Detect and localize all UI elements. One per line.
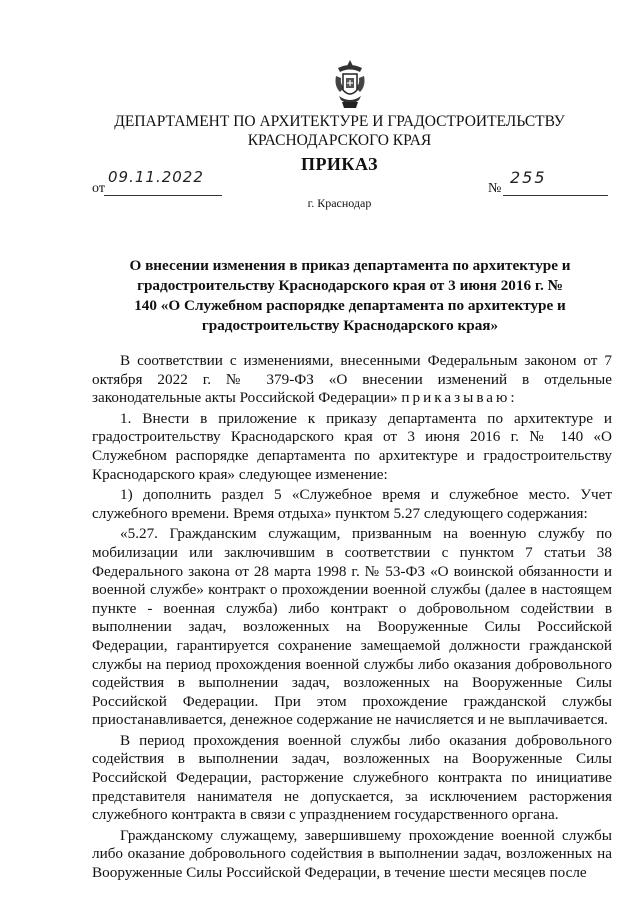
paragraph-preamble: [92, 352, 612, 408]
preamble-text: В соответствии с изменениями, внесенными Федеральным законом от 7 октября 2022 г. № 379-ФЗ «О внесении изменений в отдельные законодательные акты Российской Федерации»: [92, 352, 612, 407]
department-name-line-1: ДЕПАРТАМЕНТ ПО АРХИТЕКТУРЕ И ГРАДОСТРОИТЕЛЬСТВУ: [114, 113, 565, 130]
handwritten-number: 255: [510, 168, 547, 187]
handwritten-date: 09.11.2022: [108, 168, 204, 186]
city-label: г. Краснодар: [307, 196, 372, 210]
order-word: приказываю:: [401, 389, 518, 407]
department-name-line-2: КРАСНОДАРСКОГО КРАЯ: [247, 132, 432, 149]
document-body: [92, 352, 612, 885]
date-label: от: [92, 181, 105, 196]
document-subject: О внесении изменения в приказ департамента по архитектуре и градостроительству Краснодарского края от 3 июня 2016 г. № 140 «О Служебном распорядке департамента по архитектуре и градостроительству Краснодарского края»: [129, 257, 571, 334]
paragraph-military-period: В период прохождения военной службы либо оказания добровольного содействия в выполнении задач, возложенных на Вооруженные Силы Российской Федерации, расторжение служебного контракта по инициативе представителя нанимателя не допускается, за исключением расторжения служебного контракта в связи с упразднением государственного органа.: [92, 731, 612, 824]
paragraph-item-1: 1. Внести в приложение к приказу департамента по архитектуре и градостроительству Краснодарского края от 3 июня 2016 г. № 140 «О Служебном распорядке департамента по архитектуре и градостроительству Краснодарского края» следующее изменение:: [92, 409, 612, 483]
document-title: ПРИКАЗ: [300, 154, 379, 174]
coat-of-arms-emblem: [330, 58, 370, 110]
number-label: №: [488, 181, 502, 196]
paragraph-after-service: Гражданскому служащему, завершившему прохождение военной службы либо оказание добровольного содействия в выполнении задач, возложенных на Вооруженные Силы Российской Федерации, в течение шести месяцев после: [92, 826, 612, 882]
paragraph-clause-5-27: «5.27. Гражданским служащим, призванным на военную службу по мобилизации или заключившим в соответствии с пунктом 7 статьи 38 Федерального закона от 28 марта 1998 г. № 53-ФЗ «О воинской обязанности и военной службе» контракт о прохождении военной службы (далее в настоящем пункте - военная служба) либо контракт о добровольном содействии в выполнении задач, возложенных на Вооруженные Силы Российской Федерации, гарантируется сохранение замещаемой должности гражданской службы на период прохождения военной службы либо оказания добровольного содействия в выполнении задач, возложенных на Вооруженные Силы Российской Федерации. При этом прохождение гражданской службы приостанавливается, денежное содержание не начисляется и не выплачивается.: [92, 525, 612, 729]
paragraph-subitem-1: 1) дополнить раздел 5 «Служебное время и служебное место. Учет служебного времени. Время отдыха» пунктом 5.27 следующего содержания:: [92, 486, 612, 522]
